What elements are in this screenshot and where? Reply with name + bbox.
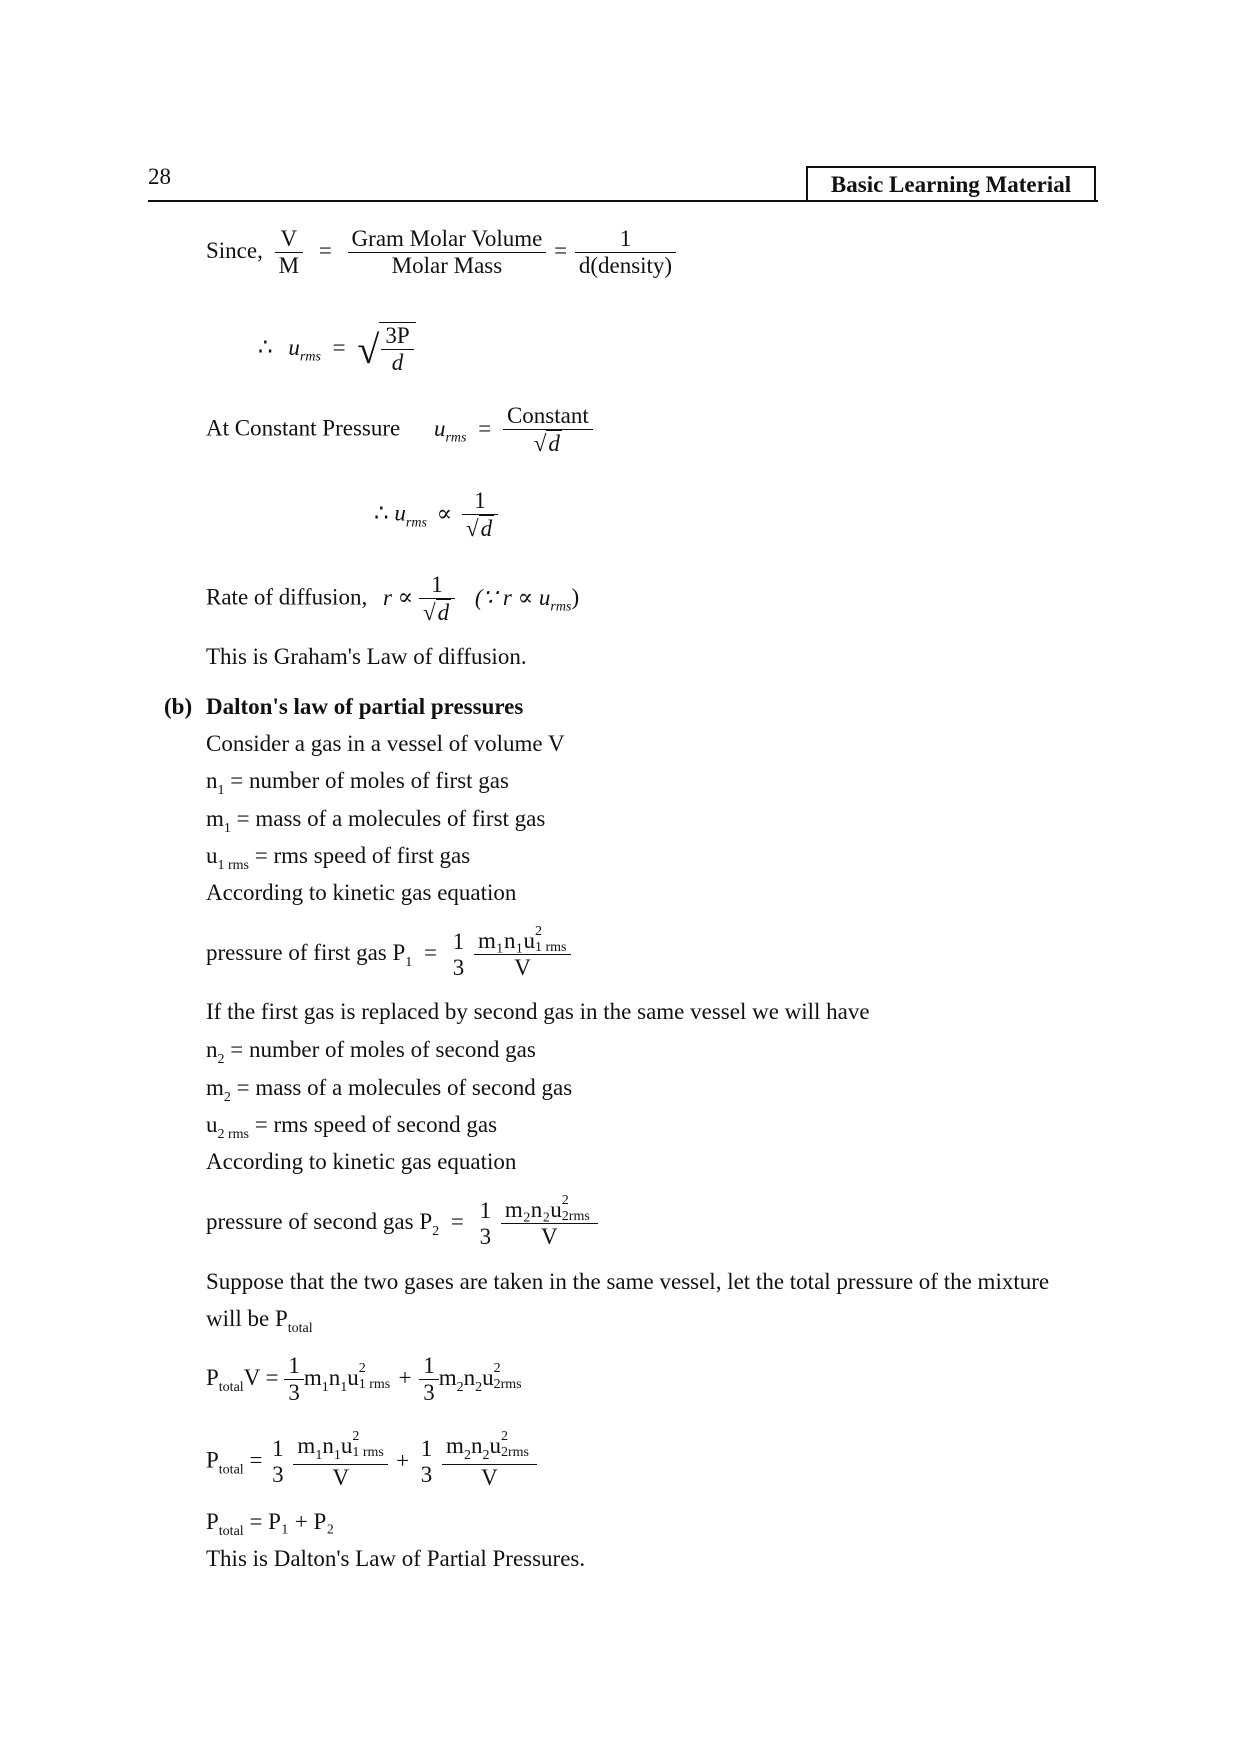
fraction-gram-molar: $\frac{\text{Gram Molar Volume}}{\text{Molar Mass}}$	[348, 226, 547, 280]
willbe-line: will be $P_{total}$	[206, 1306, 313, 1336]
equation-constant-pressure: At Constant Pressure $u_{rms}$ = $\frac{\text{Constant}}{√d}$	[206, 403, 593, 458]
running-title: Basic Learning Material	[806, 166, 1096, 202]
equation-urms-sqrt: ∴ $u_{rms}$ = √ $\frac{3P}{d}$	[258, 322, 416, 377]
equation-p1: pressure of first gas $P_1$ = 1 3 m₁n₁u 2 1 rms V	[206, 928, 571, 982]
equation-ptotal-fractions: $P_{total}$ = 1 3 $m_1n_1u$ 2 1 rms V + 1 3 $m_2n_2u$ 2 2rms V	[206, 1433, 537, 1492]
section-label: (b)	[164, 694, 193, 719]
m1-line: $m_1$ = mass of a molecules of first gas	[206, 806, 546, 836]
u1-line: $u_{1 rms}$ = rms speed of first gas	[206, 843, 471, 873]
sqrt-3p-d: √ $\frac{3P}{d}$	[357, 322, 415, 377]
fraction-1-3-b: 1 3	[479, 1197, 492, 1249]
kinetic-line-1: According to kinetic gas equation	[206, 880, 517, 905]
replace-line: If the first gas is replaced by second gas in the same vessel we will have	[206, 999, 870, 1024]
section-title: Dalton's law of partial pressures	[206, 694, 524, 719]
fraction-one-sqrt-d: $\frac{1}{√d}$	[462, 488, 498, 543]
suppose-line: Suppose that the two gases are taken in the same vessel, let the total pressure of the mixture	[206, 1269, 1050, 1294]
fraction-rate: $\frac{1}{√d}$	[419, 572, 455, 627]
equation-p2: pressure of second gas $P_2$ = 1 3 m₂n₂u 2 2rms V	[206, 1197, 598, 1251]
kinetic-line-2: According to kinetic gas equation	[206, 1149, 517, 1174]
equation-proportional: ∴ $u_{rms}$ ∝ $\frac{1}{√d}$	[374, 488, 498, 543]
since-label: Since,	[206, 238, 263, 264]
equation-rate-diffusion: Rate of diffusion, r ∝ $\frac{1}{√d}$ (∵ $r \propto u_{rms}$)	[206, 572, 580, 626]
u2-line: $u_{2 rms}$ = rms speed of second gas	[206, 1112, 498, 1142]
m2-line: $m_2$ = mass of a molecules of second gas	[206, 1075, 573, 1105]
fraction-density: $\frac{1}{\text{d(density)}}$	[575, 226, 676, 280]
graham-statement: This is Graham's Law of diffusion.	[206, 644, 527, 669]
dalton-statement: This is Dalton's Law of Partial Pressures.	[206, 1546, 586, 1571]
consider-line: Consider a gas in a vessel of volume V	[206, 731, 565, 756]
equation-since: Since, $\frac{V}{M}$ = $\frac{\text{Gram Molar Volume}}{\text{Molar Mass}}$ = $\frac{1}{\text{d(density)}}$	[206, 226, 676, 280]
fraction-constant-sqrt-d: $\frac{\text{Constant}}{√d}$	[503, 403, 593, 458]
page-number: 28	[148, 164, 171, 189]
fraction-1-3: 1 3	[452, 928, 465, 980]
fraction-v-m: $\frac{V}{M}$	[275, 226, 303, 280]
fraction-m1n1u1: m₁n₁u 2 1 rms V	[474, 928, 571, 982]
header-rule	[148, 200, 1098, 202]
n1-line: $n_1$ = number of moles of first gas	[206, 768, 509, 798]
n2-line: $n_2$ = number of moles of second gas	[206, 1037, 536, 1067]
equation-ptotal-v: $P_{total}V$ = $\frac{1}{3}$ $m_1n_1u$ 2 1 rms + $\frac{1}{3}$ $m_2n_2u$ 2 2rms	[206, 1353, 522, 1406]
fraction-m2n2u2: m₂n₂u 2 2rms V	[501, 1197, 598, 1251]
equation-ptotal-sum: $P_{total} = P_1 + P_2$	[206, 1509, 335, 1539]
